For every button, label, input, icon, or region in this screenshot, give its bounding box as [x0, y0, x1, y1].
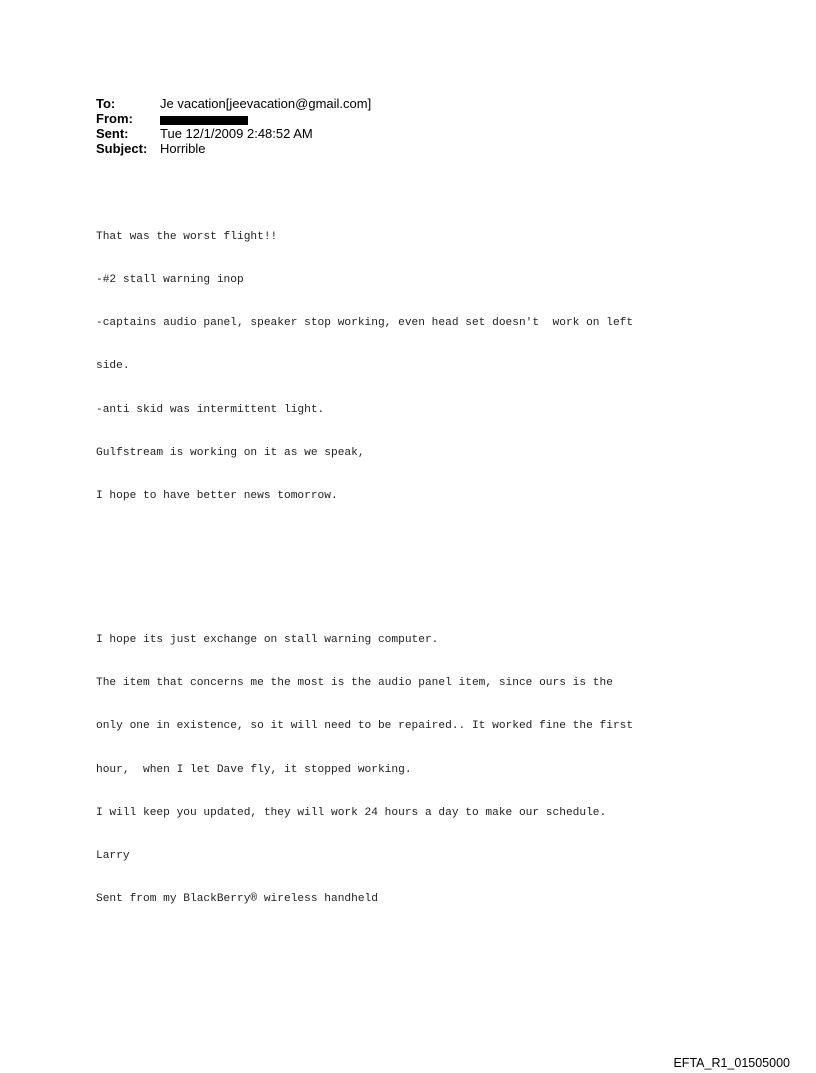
subject-value: Horrible	[160, 141, 206, 156]
body-line: side.	[96, 360, 130, 373]
redaction-bar	[160, 116, 248, 125]
email-body	[96, 172, 633, 964]
subject-label: Subject:	[96, 141, 148, 156]
body-line: -anti skid was intermittent light.	[96, 403, 325, 416]
body-line: -captains audio panel, speaker stop working, even head set doesn't work on left	[96, 317, 634, 330]
from-value	[160, 111, 248, 126]
to-value: Je vacation[jeevacation@gmail.com]	[160, 96, 372, 111]
email-header	[96, 96, 371, 156]
from-label: From:	[96, 111, 133, 126]
sent-row	[96, 126, 371, 141]
to-label: To:	[96, 96, 116, 111]
to-row	[96, 96, 371, 111]
body-line: Gulfstream is working on it as we speak,	[96, 446, 365, 459]
body-paragraph-1	[96, 201, 633, 532]
body-line: I hope to have better news tomorrow.	[96, 489, 338, 502]
body-paragraph-2	[96, 604, 633, 935]
document-id: EFTA_R1_01505000	[673, 1056, 790, 1070]
body-line: -#2 stall warning inop	[96, 273, 244, 286]
body-line: only one in existence, so it will need to be repaired.. It worked fine the first	[96, 720, 634, 733]
signature-name: Larry	[96, 850, 130, 863]
signature-device-line: Sent from my BlackBerry® wireless handheld	[96, 893, 378, 906]
body-line: I hope its just exchange on stall warning computer.	[96, 633, 439, 646]
from-row	[96, 111, 371, 126]
body-line: hour, when I let Dave fly, it stopped working.	[96, 763, 412, 776]
subject-row	[96, 141, 371, 156]
body-line: I will keep you updated, they will work 24 hours a day to make our schedule.	[96, 806, 607, 819]
body-line: That was the worst flight!!	[96, 230, 278, 243]
sent-label: Sent:	[96, 126, 129, 141]
paragraph-gap	[96, 561, 633, 575]
body-line: The item that concerns me the most is the audio panel item, since ours is the	[96, 677, 613, 690]
sent-value: Tue 12/1/2009 2:48:52 AM	[160, 126, 313, 141]
